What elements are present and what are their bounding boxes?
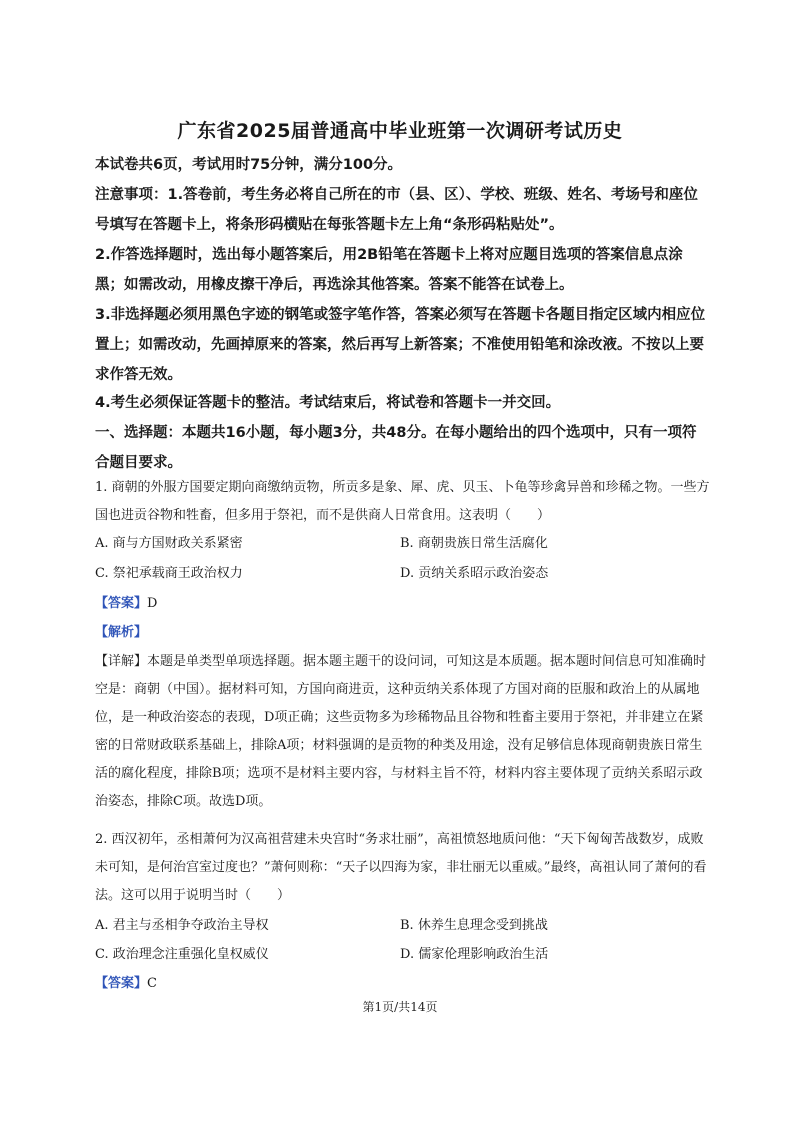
question-1-options-row-1 [95, 530, 710, 558]
question-2-options-row-2 [95, 941, 710, 969]
answer-label: 【答案】 [95, 976, 148, 991]
question-2-option-a: A. 君主与丞相争夺政治主导权 [95, 918, 269, 933]
question-2-option-d: D. 儒家伦理影响政治生活 [400, 947, 549, 962]
question-1-option-a: A. 商与方国财政关系紧密 [95, 536, 243, 551]
section-heading: 一、选择题：本题共16小题，每小题3分，共48分。在每小题给出的四个选项中，只有一项符合题目要求。 [95, 425, 697, 471]
question-1-options-row-2 [95, 560, 710, 588]
page-title: 广东省2025届普通高中毕业班第一次调研考试历史 [177, 120, 623, 142]
note-2: 2.作答选择题时，选出每小题答案后，用2B铅笔在答题卡上将对应题目选项的答案信息点涂黑；如需改动，用橡皮擦干净后，再选涂其他答案。答案不能答在试卷上。 [95, 247, 683, 293]
question-2-options-row-1 [95, 912, 710, 940]
exam-intro: 本试卷共6页，考试用时75分钟，满分100分。 [95, 157, 403, 173]
note-4: 4.考生必须保证答题卡的整洁。考试结束后，将试卷和答题卡一并交回。 [95, 395, 561, 411]
question-1-option-d: D. 贡纳关系昭示政治姿态 [400, 566, 549, 581]
question-2-answer [95, 970, 710, 998]
analysis-label: 【解析】 [95, 625, 148, 640]
question-1-detail [95, 648, 710, 816]
question-2-option-b: B. 休养生息理念受到挑战 [400, 918, 548, 933]
detail-text: 本题是单类型单项选择题。据本题主题干的设问词，可知这是本质题。据本题时间信息可知准确时空是：商朝（中国）。据材料可知，方国向商进贡，这种贡纳关系体现了方国对商的臣服和政治上的从属地位，是一种政治姿态的表现，D项正确；这些贡物多为珍稀物品且谷物和牲畜主要用于祭祀，并非建立在紧密的日常财政联系基础上，排除A项；材料强调的是贡物的种类及用途，没有足够信息体现商朝贵族日常生活的腐化程度，排除B项；选项不是材料主要内容，与材料主旨不符，材料内容主要体现了贡纳关系昭示政治姿态，排除C项。故选D项。 [95, 654, 707, 809]
question-1-option-b: B. 商朝贵族日常生活腐化 [400, 536, 548, 551]
answer-label: 【答案】 [95, 596, 148, 611]
detail-label: 【详解】 [95, 654, 148, 669]
note-1: 注意事项：1.答卷前，考生务必将自己所在的市（县、区）、学校、班级、姓名、考场号和座位号填写在答题卡上，将条形码横贴在每张答题卡左上角“条形码粘贴处”。 [95, 187, 698, 233]
note-3: 3.非选择题必须用黑色字迹的钢笔或签字笔作答，答案必须写在答题卡各题目指定区域内相应位置上；如需改动，先画掉原来的答案，然后再写上新答案；不准使用铅笔和涂改液。不按以上要求作答无效。 [95, 307, 706, 383]
question-1-option-c: C. 祭祀承载商王政治权力 [95, 566, 243, 581]
answer-value: D [147, 596, 158, 611]
question-1-stem: 1. 商朝的外服方国要定期向商缴纳贡物，所贡多是象、犀、虎、贝玉、卜龟等珍禽异兽和珍稀之物。一些方国也进贡谷物和牲畜，但多用于祭祀，而不是供商人日常食用。这表明（ ） [95, 480, 710, 523]
question-1-analysis [95, 619, 710, 647]
answer-value: C [147, 976, 157, 991]
question-1-answer [95, 590, 710, 618]
page-number: 第1页/共14页 [362, 1000, 438, 1014]
question-2-stem: 2. 西汉初年，丞相萧何为汉高祖营建未央宫时“务求壮丽”，高祖愤怒地质问他：“天下匈匈苦战数岁，成败未可知，是何治宫室过度也？”萧何则称：“天子以四海为家，非壮丽无以重威。”最终，高祖认同了萧何的看法。这可以用于说明当时（ ） [95, 832, 707, 903]
question-2-option-c: C. 政治理念注重强化皇权威仪 [95, 947, 269, 962]
